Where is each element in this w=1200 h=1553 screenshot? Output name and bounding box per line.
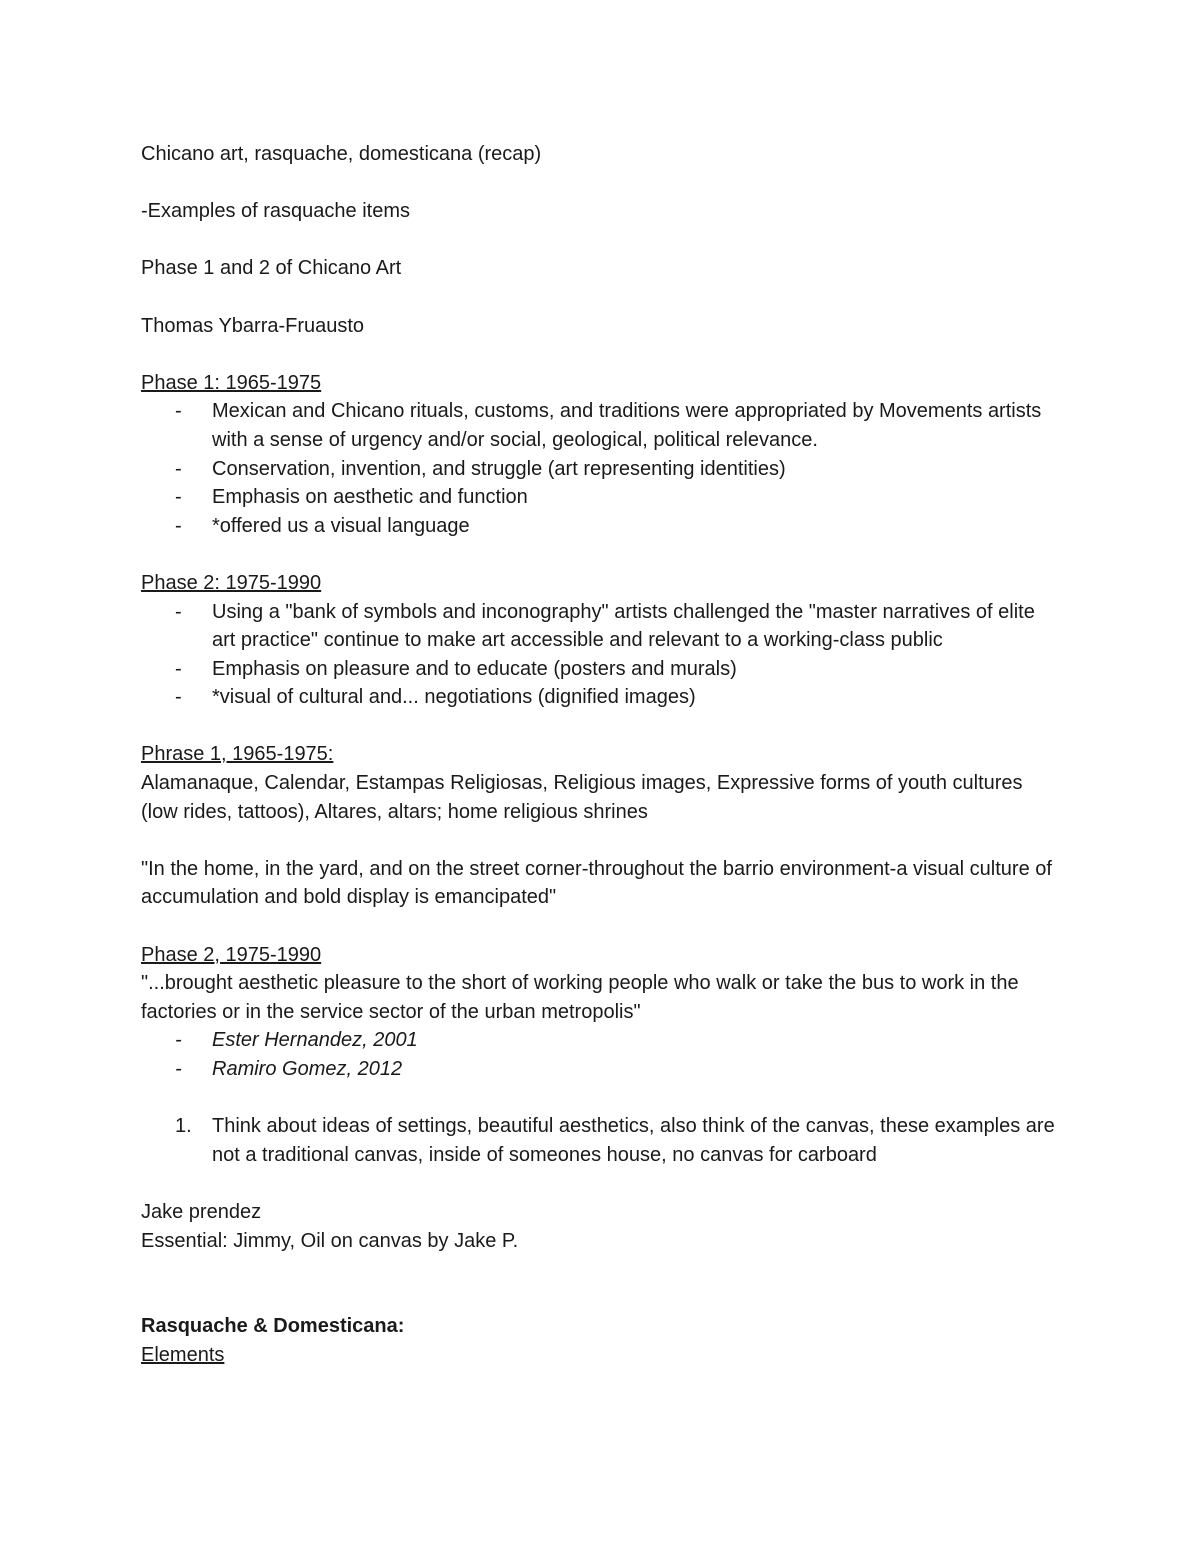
list-item [141,1112,1061,1169]
list-item: - Ester Hernandez, 2001 [141,1026,1061,1055]
list-item: - Emphasis on aesthetic and function [141,483,1061,512]
document-page [141,140,1061,1370]
list-item: - Using a "bank of symbols and inconography" artists challenged the "master narratives of elite art practice" continue to make art accessible and relevant to a working-class public [141,598,1061,655]
doc-title-line: Chicano art, rasquache, domesticana (recap) [141,143,542,165]
list-item: - *visual of cultural and... negotiations (dignified images) [141,683,1061,712]
list-item: - Ramiro Gomez, 2012 [141,1055,1061,1084]
author-line: Thomas Ybarra-Fruausto [141,314,365,337]
artist-name: Jake prendez [141,1200,262,1223]
phase2-heading: Phase 2: 1975-1990 [141,571,322,594]
examples-line: -Examples of rasquache items [141,200,411,223]
artist-essential: Essential: Jimmy, Oil on canvas by Jake P. [141,1229,519,1252]
phrase1-body: Alamanaque, Calendar, Estampas Religiosas, Religious images, Expressive forms of youth cultures (low rides, tattoos), Altares, altars; home religious shrines [141,772,1023,823]
phase1-heading: Phase 1: 1965-1975 [141,371,322,394]
list-item: - Emphasis on pleasure and to educate (posters and murals) [141,655,1061,684]
list-number: 1. [175,1115,192,1138]
phase2b-heading: Phase 2, 1975-1990 [141,943,322,966]
list-item-text: Think about ideas of settings, beautiful aesthetics, also think of the canvas, these examples are not a traditional canvas, inside of someones house, no canvas for carboard [212,1115,1055,1166]
final-heading: Rasquache & Domesticana: [141,1315,405,1338]
phase2b-list [141,1026,1061,1083]
list-item: - *offered us a visual language [141,512,1061,541]
phrase1-quote: "In the home, in the yard, and on the street corner-throughout the barrio environment-a visual culture of accumulation and bold display is emancipated" [141,857,1052,909]
phrase1-heading: Phrase 1, 1965-1975: [141,743,334,766]
phases-line: Phase 1 and 2 of Chicano Art [141,257,402,280]
final-subheading: Elements [141,1343,225,1366]
list-item: - Conservation, invention, and struggle (art representing identities) [141,455,1061,484]
list-item: - Mexican and Chicano rituals, customs, and traditions were appropriated by Movements artists with a sense of urgency and/or social, geological, political relevance. [141,397,1061,454]
phase2-list [141,598,1061,712]
phase2b-quote: "...brought aesthetic pleasure to the short of working people who walk or take the bus to work in the factories or in the service sector of the urban metropolis" [141,972,1019,1023]
numbered-list [141,1112,1061,1169]
phase1-list [141,397,1061,540]
